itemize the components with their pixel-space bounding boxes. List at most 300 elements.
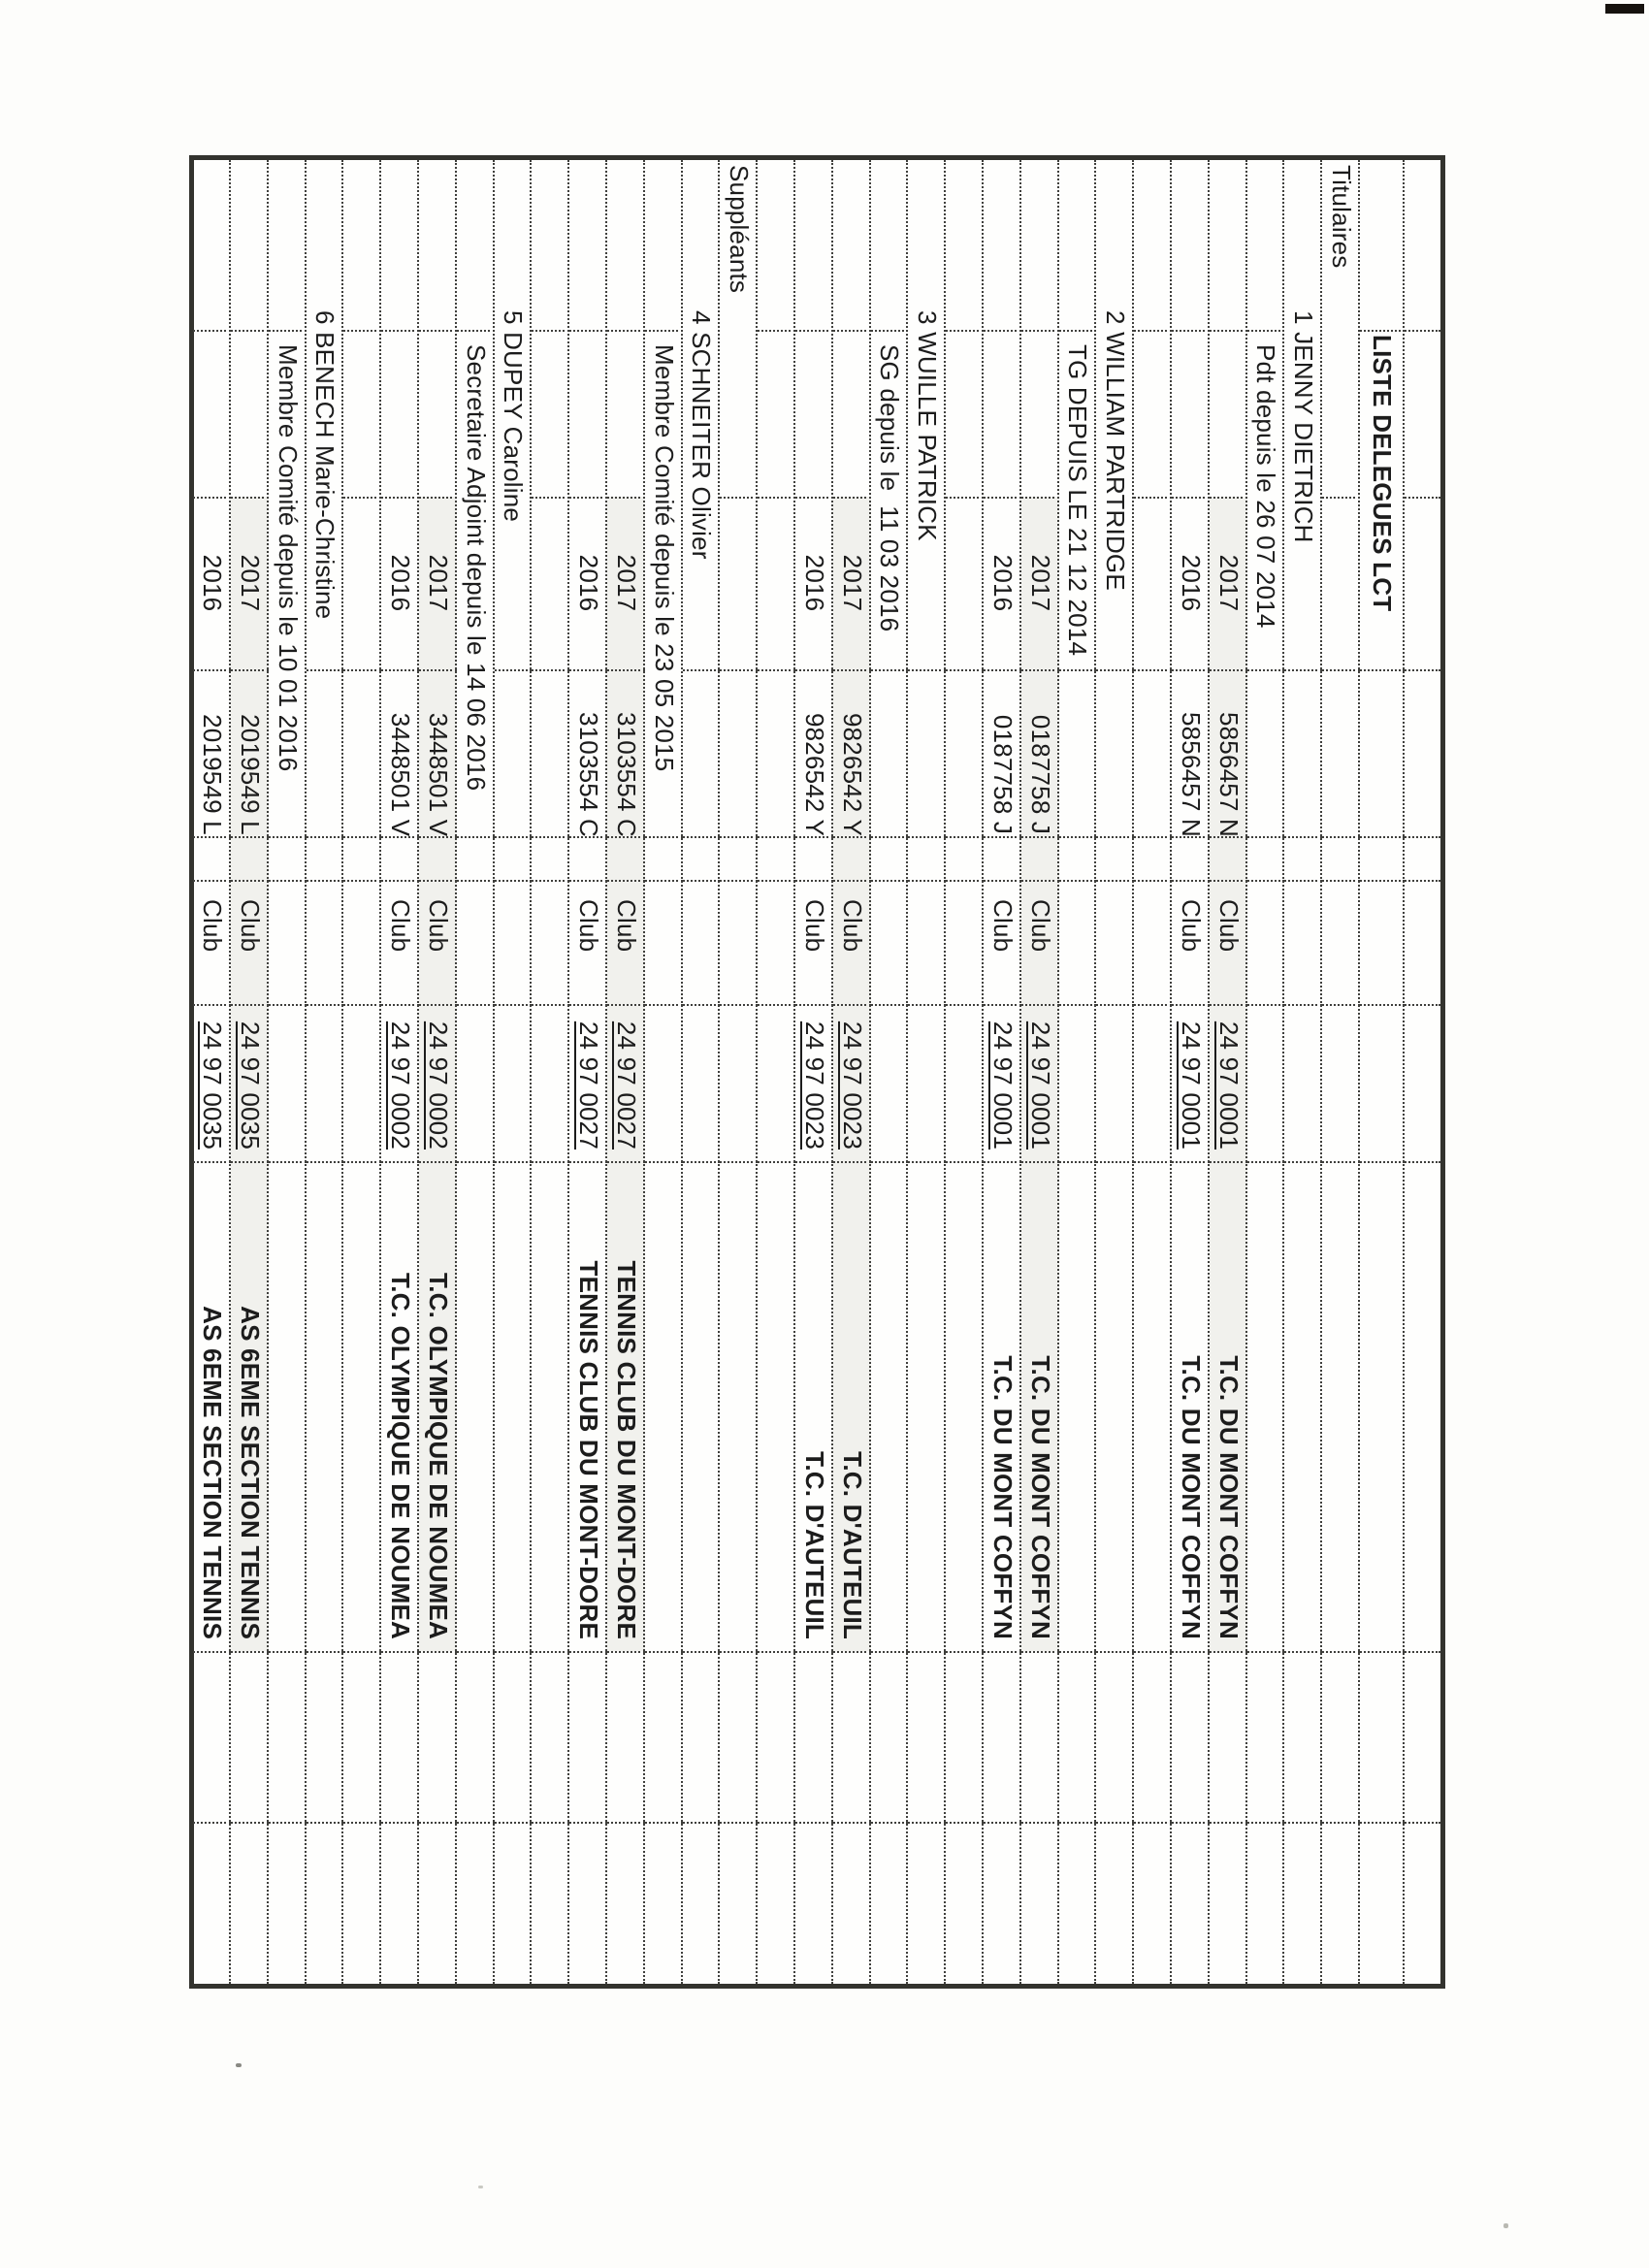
grid-column-line <box>569 1161 607 1163</box>
grid-column-line <box>1247 1651 1285 1653</box>
grid-column-line <box>1096 880 1134 882</box>
grid-column-line <box>984 880 1021 882</box>
grid-row-line <box>1170 160 1172 1984</box>
grid-column-line <box>1059 836 1097 838</box>
role-row <box>871 160 909 1984</box>
grid-column-line <box>381 880 419 882</box>
delegate-role: Membre Comité depuis le 10 01 2016 <box>273 344 303 772</box>
grid-column-line <box>758 497 795 499</box>
grid-column-line <box>683 1651 721 1653</box>
empty-row <box>758 160 795 1984</box>
grid-column-line <box>231 497 269 499</box>
grid-column-line <box>871 1822 909 1824</box>
grid-column-line <box>1059 880 1097 882</box>
grid-column-line <box>1284 836 1322 838</box>
grid-column-line <box>720 669 758 671</box>
grid-column-line <box>871 669 909 671</box>
grid-column-line <box>984 1161 1021 1163</box>
grid-column-line <box>1322 1651 1360 1653</box>
grid-column-line <box>871 1651 909 1653</box>
grid-row-line <box>455 160 457 1984</box>
grid-column-line <box>269 1822 307 1824</box>
grid-row-line <box>229 160 231 1984</box>
grid-column-line <box>419 497 457 499</box>
grid-row-line <box>417 160 419 1984</box>
grid-column-line <box>1021 330 1059 332</box>
club-name-cell: T.C. D'AUTEUIL <box>799 1451 829 1639</box>
grid-column-line <box>193 669 231 671</box>
club-name-cell: AS 6EME SECTION TENNIS <box>198 1306 227 1639</box>
grid-column-line <box>720 836 758 838</box>
table-row <box>1210 160 1247 1984</box>
club-label-cell: Club <box>574 899 603 953</box>
grid-column-line <box>193 1651 231 1653</box>
section-row <box>1322 160 1360 1984</box>
grid-column-line <box>645 1822 683 1824</box>
scan-artifact-speck <box>478 2186 483 2188</box>
grid-column-line <box>532 1161 569 1163</box>
role-row <box>1059 160 1097 1984</box>
grid-column-line <box>343 880 381 882</box>
grid-column-line <box>758 1822 795 1824</box>
club-name-cell: T.C. OLYMPIQUE DE NOUMEA <box>423 1273 453 1639</box>
grid-column-line <box>645 1004 683 1006</box>
grid-column-line <box>908 1004 946 1006</box>
club-name-cell: T.C. DU MONT COFFYN <box>1213 1355 1244 1639</box>
grid-column-line <box>1247 330 1285 332</box>
grid-column-line <box>758 669 795 671</box>
year-cell: 2017 <box>423 554 453 612</box>
phone-link: 24 97 0002 <box>423 1021 453 1150</box>
grid-column-line <box>1096 1161 1134 1163</box>
grid-column-line <box>683 1161 721 1163</box>
grid-column-line <box>381 669 419 671</box>
grid-column-line <box>1172 497 1210 499</box>
grid-column-line <box>1134 1004 1172 1006</box>
club-name-cell: T.C. OLYMPIQUE DE NOUMEA <box>386 1273 415 1639</box>
grid-column-line <box>607 1161 645 1163</box>
phone-link: 24 97 0023 <box>799 1021 829 1150</box>
grid-column-line <box>231 1161 269 1163</box>
grid-column-line <box>1021 880 1059 882</box>
grid-column-line <box>607 1004 645 1006</box>
grid-column-line <box>381 497 419 499</box>
grid-row-line <box>605 160 607 1984</box>
grid-column-line <box>307 836 344 838</box>
license-cell: 0187758 J <box>987 714 1018 835</box>
grid-column-line <box>1059 1651 1097 1653</box>
grid-column-line <box>1021 836 1059 838</box>
grid-column-line <box>1134 1651 1172 1653</box>
grid-row-line <box>1320 160 1322 1984</box>
grid-column-line <box>457 836 495 838</box>
grid-column-line <box>231 836 269 838</box>
grid-column-line <box>946 836 984 838</box>
table-row <box>795 160 833 1984</box>
empty-row <box>946 160 984 1984</box>
grid-column-line <box>1134 880 1172 882</box>
grid-column-line <box>1322 836 1360 838</box>
grid-column-line <box>381 1004 419 1006</box>
grid-column-line <box>1405 330 1440 332</box>
club-label-cell: Club <box>611 899 641 953</box>
role-row <box>1247 160 1285 1984</box>
grid-column-line <box>343 1004 381 1006</box>
grid-column-line <box>871 1004 909 1006</box>
grid-column-line <box>607 1651 645 1653</box>
grid-column-line <box>1360 330 1405 332</box>
grid-column-line <box>343 497 381 499</box>
grid-row-line <box>869 160 871 1984</box>
grid-column-line <box>871 880 909 882</box>
grid-row-line <box>1403 160 1405 1984</box>
grid-column-line <box>1360 836 1405 838</box>
grid-column-line <box>758 880 795 882</box>
grid-column-line <box>193 1161 231 1163</box>
table-row <box>833 160 871 1984</box>
grid-column-line <box>833 1822 871 1824</box>
club-label-cell: Club <box>198 899 227 953</box>
club-label-cell: Club <box>1176 899 1206 953</box>
club-label-cell: Club <box>1025 899 1055 953</box>
name-row <box>495 160 533 1984</box>
grid-column-line <box>193 1004 231 1006</box>
grid-column-line <box>1405 1161 1440 1163</box>
grid-column-line <box>569 1822 607 1824</box>
grid-column-line <box>269 1004 307 1006</box>
grid-column-line <box>833 1161 871 1163</box>
club-label-cell: Club <box>987 899 1018 953</box>
grid-column-line <box>1059 669 1097 671</box>
grid-column-line <box>645 880 683 882</box>
grid-column-line <box>683 1004 721 1006</box>
club-label-cell: Club <box>386 899 415 953</box>
grid-column-line <box>532 330 569 332</box>
table-row <box>1021 160 1059 1984</box>
grid-column-line <box>193 330 231 332</box>
delegate-role: Secretaire Adjoint depuis le 14 06 2016 <box>461 344 491 792</box>
grid-column-line <box>1096 1004 1134 1006</box>
grid-column-line <box>1096 669 1134 671</box>
grid-column-line <box>1247 880 1285 882</box>
grid-column-line <box>1172 1651 1210 1653</box>
grid-column-line <box>1096 1822 1134 1824</box>
name-row <box>683 160 721 1984</box>
grid-column-line <box>871 330 909 332</box>
grid-column-line <box>720 880 758 882</box>
year-cell: 2016 <box>1176 554 1206 612</box>
grid-row-line <box>944 160 946 1984</box>
grid-column-line <box>231 669 269 671</box>
grid-column-line <box>381 1161 419 1163</box>
grid-column-line <box>607 669 645 671</box>
scan-artifact-black-bar <box>1605 4 1644 14</box>
grid-row-line <box>567 160 569 1984</box>
section-row <box>720 160 758 1984</box>
grid-column-line <box>569 880 607 882</box>
club-name-cell: TENNIS CLUB DU MONT-DORE <box>574 1260 603 1639</box>
grid-column-line <box>946 330 984 332</box>
grid-column-line <box>683 880 721 882</box>
table-row <box>984 160 1021 1984</box>
grid-column-line <box>720 1161 758 1163</box>
grid-row-line <box>718 160 720 1984</box>
grid-column-line <box>457 1004 495 1006</box>
grid-column-line <box>1322 669 1360 671</box>
grid-column-line <box>569 836 607 838</box>
grid-column-line <box>1405 669 1440 671</box>
grid-column-line <box>532 880 569 882</box>
grid-column-line <box>1360 1161 1405 1163</box>
club-name-cell: T.C. DU MONT COFFYN <box>1176 1355 1206 1639</box>
grid-column-line <box>1134 836 1172 838</box>
empty-row <box>1405 160 1440 1984</box>
grid-column-line <box>1210 880 1247 882</box>
grid-column-line <box>795 836 833 838</box>
grid-column-line <box>343 669 381 671</box>
role-row <box>269 160 307 1984</box>
grid-column-line <box>569 669 607 671</box>
license-cell: 3103554 C <box>611 711 641 838</box>
delegates-table <box>189 155 1445 1989</box>
grid-column-line <box>683 1822 721 1824</box>
grid-column-line <box>758 330 795 332</box>
grid-column-line <box>1210 1004 1247 1006</box>
grid-column-line <box>569 1004 607 1006</box>
grid-column-line <box>343 1651 381 1653</box>
grid-column-line <box>1247 1161 1285 1163</box>
table-row <box>193 160 231 1984</box>
grid-column-line <box>683 836 721 838</box>
grid-column-line <box>457 1651 495 1653</box>
grid-column-line <box>607 1822 645 1824</box>
sheet-title: LISTE DELEGUES LCT <box>1368 335 1397 612</box>
table-row <box>381 160 419 1984</box>
grid-column-line <box>908 880 946 882</box>
grid-column-line <box>795 1651 833 1653</box>
year-cell: 2016 <box>574 554 603 612</box>
grid-column-line <box>1021 1004 1059 1006</box>
grid-column-line <box>833 330 871 332</box>
delegate-role: SG depuis le 11 03 2016 <box>875 344 905 632</box>
grid-column-line <box>833 1651 871 1653</box>
grid-column-line <box>1134 1822 1172 1824</box>
year-cell: 2016 <box>198 554 227 612</box>
delegate-name: 6 BENECH Marie-Christine <box>310 310 340 620</box>
grid-column-line <box>1360 1004 1405 1006</box>
grid-column-line <box>1134 1161 1172 1163</box>
grid-column-line <box>1021 1161 1059 1163</box>
delegate-name: 2 WILLIAM PARTRIDGE <box>1101 310 1131 591</box>
grid-column-line <box>495 836 533 838</box>
grid-column-line <box>419 669 457 671</box>
grid-column-line <box>419 1004 457 1006</box>
grid-column-line <box>1405 1822 1440 1824</box>
grid-row-line <box>1208 160 1210 1984</box>
grid-column-line <box>193 1822 231 1824</box>
grid-column-line <box>1322 1161 1360 1163</box>
grid-column-line <box>1059 1161 1097 1163</box>
grid-column-line <box>645 836 683 838</box>
name-row <box>1284 160 1322 1984</box>
grid-row-line <box>267 160 269 1984</box>
grid-column-line <box>1172 836 1210 838</box>
grid-column-line <box>1210 497 1247 499</box>
grid-column-line <box>1322 1004 1360 1006</box>
table-row <box>1172 160 1210 1984</box>
grid-column-line <box>607 836 645 838</box>
grid-column-line <box>833 836 871 838</box>
grid-column-line <box>343 330 381 332</box>
grid-column-line <box>946 497 984 499</box>
grid-column-line <box>419 1651 457 1653</box>
grid-row-line <box>305 160 307 1984</box>
grid-column-line <box>532 836 569 838</box>
phone-link: 24 97 0001 <box>1176 1021 1206 1150</box>
club-name-cell: T.C. DU MONT COFFYN <box>1025 1355 1055 1639</box>
grid-column-line <box>795 497 833 499</box>
year-cell: 2017 <box>235 554 265 612</box>
phone-link: 24 97 0002 <box>386 1021 415 1150</box>
club-name-cell: AS 6EME SECTION TENNIS <box>235 1306 265 1639</box>
grid-column-line <box>946 1822 984 1824</box>
grid-row-line <box>681 160 683 1984</box>
license-cell: 3448501 V <box>386 712 415 837</box>
grid-column-line <box>269 1161 307 1163</box>
table-grid <box>194 160 1440 1984</box>
grid-row-line <box>341 160 343 1984</box>
grid-column-line <box>1210 330 1247 332</box>
license-cell: 2019549 L <box>198 714 227 835</box>
grid-column-line <box>1021 1651 1059 1653</box>
grid-column-line <box>495 1004 533 1006</box>
grid-column-line <box>269 880 307 882</box>
year-cell: 2017 <box>1213 554 1244 612</box>
grid-column-line <box>419 1822 457 1824</box>
grid-column-line <box>1021 669 1059 671</box>
grid-column-line <box>758 836 795 838</box>
scan-artifact-speck <box>236 2063 242 2067</box>
phone-link: 24 97 0027 <box>574 1021 603 1150</box>
grid-column-line <box>269 836 307 838</box>
delegate-role: Membre Comité depuis le 23 05 2015 <box>649 344 679 772</box>
grid-column-line <box>607 880 645 882</box>
grid-column-line <box>495 880 533 882</box>
grid-column-line <box>269 330 307 332</box>
title-row <box>1360 160 1405 1984</box>
grid-column-line <box>1134 669 1172 671</box>
license-cell: 3103554 C <box>574 711 603 838</box>
grid-column-line <box>758 1651 795 1653</box>
empty-row <box>343 160 381 1984</box>
table-row <box>607 160 645 1984</box>
grid-column-line <box>495 1822 533 1824</box>
phone-link: 24 97 0001 <box>1025 1021 1055 1150</box>
grid-column-line <box>984 330 1021 332</box>
grid-column-line <box>1247 669 1285 671</box>
grid-column-line <box>1096 836 1134 838</box>
grid-column-line <box>343 836 381 838</box>
grid-column-line <box>419 880 457 882</box>
grid-column-line <box>1322 1822 1360 1824</box>
year-cell: 2016 <box>987 554 1018 612</box>
grid-column-line <box>1284 669 1322 671</box>
grid-column-line <box>495 669 533 671</box>
grid-row-line <box>1019 160 1021 1984</box>
grid-column-line <box>1247 1822 1285 1824</box>
license-cell: 5856457 N <box>1213 711 1244 838</box>
empty-row <box>532 160 569 1984</box>
grid-column-line <box>1284 1822 1322 1824</box>
grid-column-line <box>419 330 457 332</box>
grid-column-line <box>1210 669 1247 671</box>
grid-column-line <box>457 1161 495 1163</box>
club-label-cell: Club <box>235 899 265 953</box>
grid-column-line <box>193 836 231 838</box>
grid-column-line <box>381 1651 419 1653</box>
empty-row <box>1134 160 1172 1984</box>
grid-column-line <box>908 1822 946 1824</box>
section-header: Titulaires <box>1327 165 1356 269</box>
grid-row-line <box>1094 160 1096 1984</box>
year-cell: 2017 <box>837 554 867 612</box>
grid-column-line <box>1172 330 1210 332</box>
grid-column-line <box>908 836 946 838</box>
grid-column-line <box>532 497 569 499</box>
grid-column-line <box>381 836 419 838</box>
grid-column-line <box>1172 1004 1210 1006</box>
grid-column-line <box>984 836 1021 838</box>
grid-column-line <box>795 669 833 671</box>
grid-column-line <box>193 880 231 882</box>
license-cell: 5856457 N <box>1176 711 1206 838</box>
grid-column-line <box>1322 497 1360 499</box>
grid-column-line <box>343 1161 381 1163</box>
grid-column-line <box>795 1004 833 1006</box>
grid-column-line <box>645 1651 683 1653</box>
grid-column-line <box>1247 1004 1285 1006</box>
club-label-cell: Club <box>837 899 867 953</box>
club-name-cell: T.C. D'AUTEUIL <box>837 1451 867 1639</box>
grid-column-line <box>1210 1161 1247 1163</box>
role-row <box>645 160 683 1984</box>
grid-column-line <box>1210 1651 1247 1653</box>
grid-column-line <box>307 1161 344 1163</box>
year-cell: 2017 <box>1025 554 1055 612</box>
license-cell: 0187758 J <box>1025 714 1055 835</box>
grid-column-line <box>1284 1651 1322 1653</box>
grid-column-line <box>1096 1651 1134 1653</box>
grid-row-line <box>831 160 833 1984</box>
club-label-cell: Club <box>1213 899 1244 953</box>
phone-link: 24 97 0001 <box>987 1021 1018 1150</box>
grid-column-line <box>307 1004 344 1006</box>
grid-column-line <box>457 880 495 882</box>
grid-column-line <box>607 330 645 332</box>
grid-column-line <box>720 1651 758 1653</box>
grid-column-line <box>381 330 419 332</box>
license-cell: 9826542 Y <box>799 712 829 837</box>
grid-column-line <box>269 1651 307 1653</box>
club-name-cell: TENNIS CLUB DU MONT-DORE <box>611 1260 641 1639</box>
grid-column-line <box>532 669 569 671</box>
grid-column-line <box>231 1822 269 1824</box>
grid-column-line <box>1172 669 1210 671</box>
grid-column-line <box>1210 836 1247 838</box>
grid-column-line <box>231 330 269 332</box>
grid-column-line <box>1059 1004 1097 1006</box>
grid-column-line <box>495 1161 533 1163</box>
